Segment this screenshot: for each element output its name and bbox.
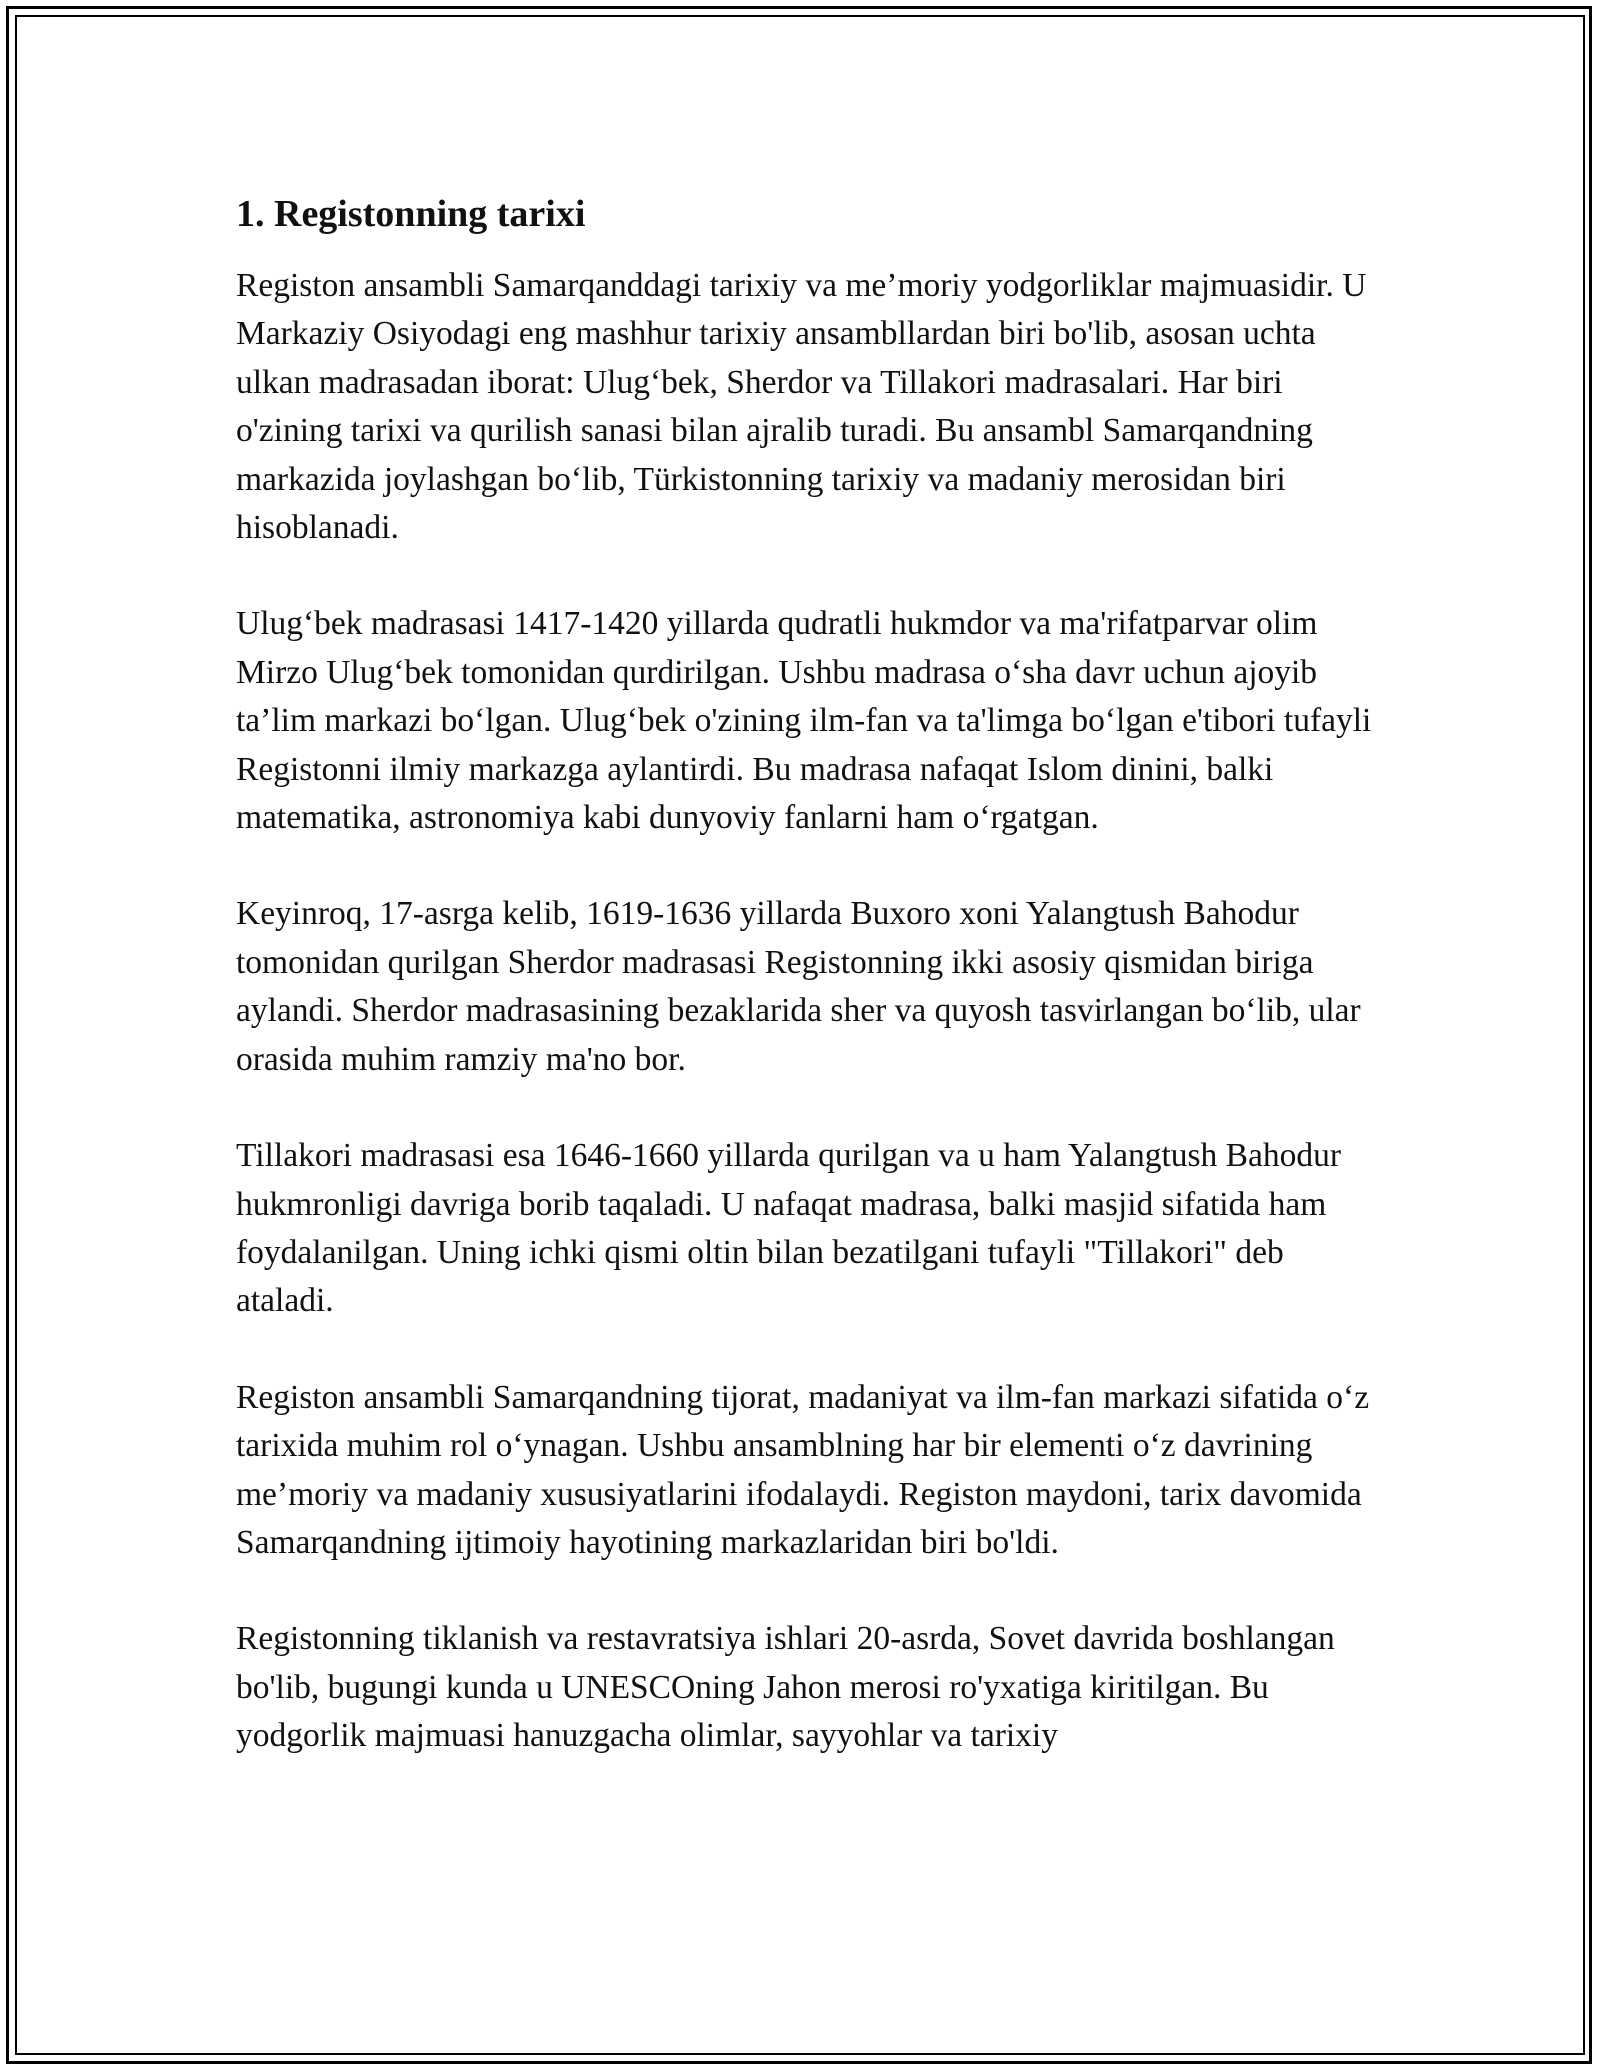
- section-heading: 1. Registonning tarixi: [236, 193, 586, 235]
- paragraph-sherdor: Keyinroq, 17-asrga kelib, 1619-1636 yillarda Buxoro xoni Yalangtush Bahodur tomonidan qurilgan Sherdor madrasasi Registonning ikki asosiy qismidan biriga aylandi. Sherdor madrasasining bezaklarida sher va quyosh tasvirlangan bo‘lib, ular orasida muhim ramziy ma'no bor.: [236, 895, 1361, 1078]
- paragraph-significance: Registon ansambli Samarqandning tijorat, madaniyat va ilm-fan markazi sifatida o‘z tarixida muhim rol o‘ynagan. Ushbu ansamblning har bir elementi o‘z davrining me’moriy va madaniy xususiyatlarini ifodalaydi. Registon maydoni, tarix davomida Samarqandning ijtimoiy hayotining markazlaridan biri bo'ldi.: [236, 1378, 1370, 1561]
- document-body: [236, 190, 1386, 1809]
- paragraph-tillakori: Tillakori madrasasi esa 1646-1660 yillarda qurilgan va u ham Yalangtush Bahodur hukmronligi davriga borib taqaladi. U nafaqat madrasa, balki masjid sifatida ham foydalanilgan. Uning ichki qismi oltin bilan bezatilgani tufayli "Tillakori" deb ataladi.: [236, 1137, 1342, 1320]
- paragraph-intro: Registon ansambli Samarqanddagi tarixiy va me’moriy yodgorliklar majmuasidir. U Markaziy Osiyodagi eng mashhur tarixiy ansambllardan biri bo'lib, asosan uchta ulkan madrasadan iborat: Ulug‘bek, Sherdor va Tillakori madrasalari. Har biri o'zining tarixi va qurilish sanasi bilan ajralib turadi. Bu ansambl Samarqandning markazida joylashgan bo‘lib, Türkistonning tarixiy va madaniy merosidan biri hisoblanadi.: [236, 267, 1367, 547]
- paragraph-ulugbek: Ulug‘bek madrasasi 1417-1420 yillarda qudratli hukmdor va ma'rifatparvar olim Mirzo Ulug‘bek tomonidan qurdirilgan. Ushbu madrasa o‘sha davr uchun ajoyib ta’lim markazi bo‘lgan. Ulug‘bek o'zining ilm-fan va ta'limga bo‘lgan e'tibori tufayli Registonni ilmiy markazga aylantirdi. Bu madrasa nafaqat Islom dinini, balki matematika, astronomiya kabi dunyoviy fanlarni ham o‘rgatgan.: [236, 605, 1372, 837]
- paragraph-restoration: Registonning tiklanish va restavratsiya ishlari 20-asrda, Sovet davrida boshlangan bo'lib, bugungi kunda u UNESCOning Jahon merosi ro'yxatiga kiritilgan. Bu yodgorlik majmuasi hanuzgacha olimlar, sayyohlar va tarixiy: [236, 1620, 1335, 1755]
